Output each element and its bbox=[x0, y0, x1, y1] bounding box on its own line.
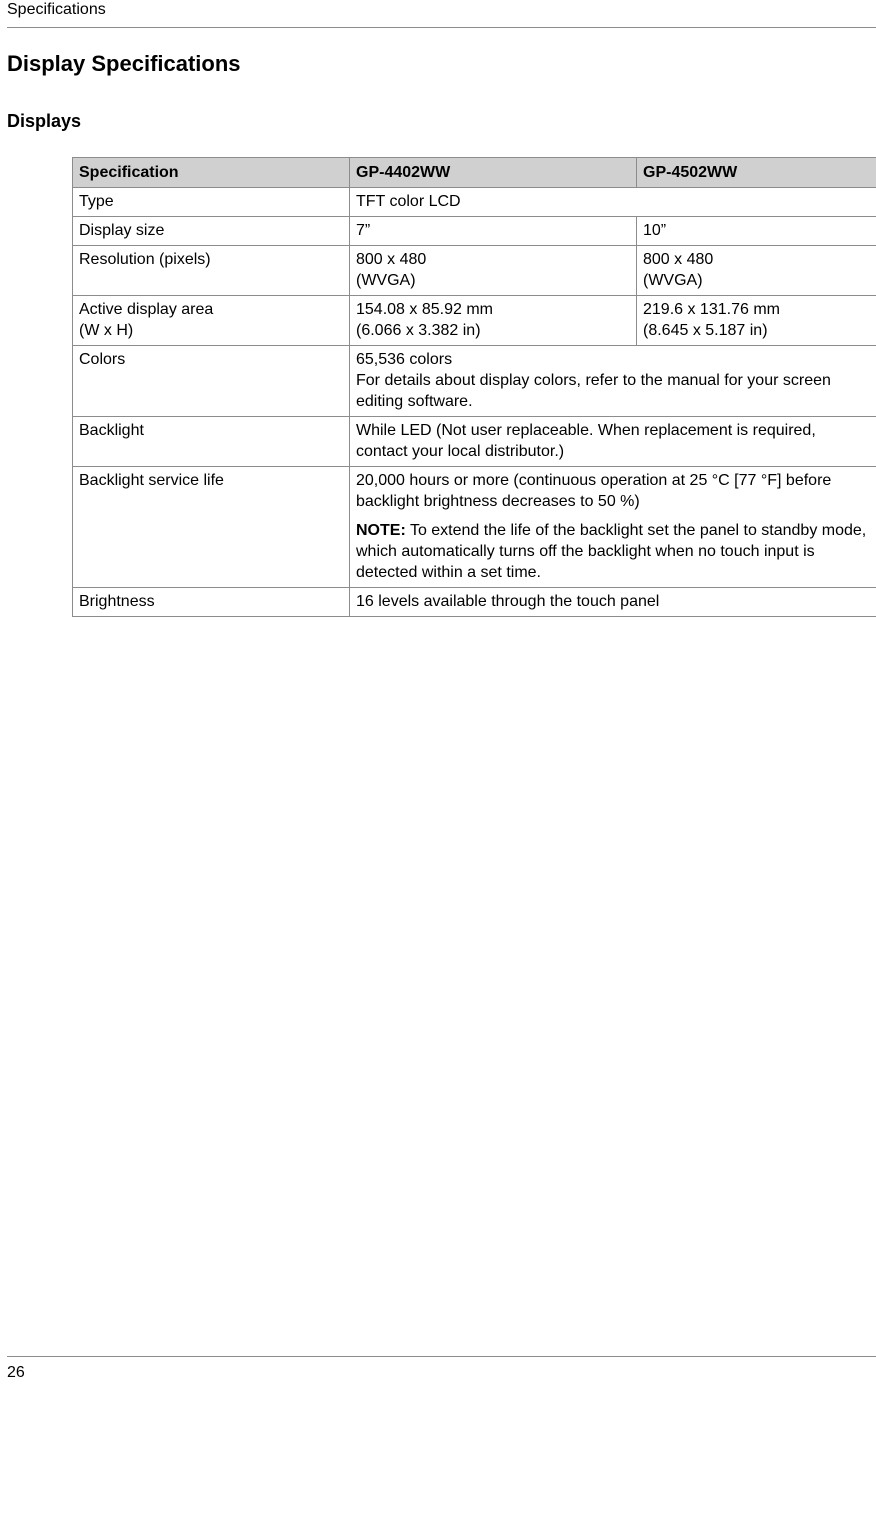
header-divider bbox=[7, 27, 876, 28]
page-number: 26 bbox=[7, 1364, 25, 1381]
row-label: Backlight bbox=[73, 417, 350, 467]
note bbox=[356, 520, 870, 583]
row-value bbox=[350, 346, 876, 417]
row-value: TFT color LCD bbox=[350, 188, 876, 217]
table-row-backlight-service-life bbox=[73, 467, 876, 588]
display-spec-table bbox=[72, 157, 876, 617]
table-row-resolution bbox=[73, 246, 876, 296]
gp-4402ww-value bbox=[350, 246, 637, 296]
note-text: To extend the life of the backlight set the panel to standby mode, which automatically turns off the backlight when no touch input is detected within a set time. bbox=[356, 522, 867, 581]
row-label bbox=[73, 296, 350, 346]
gp-4402ww-value: 7” bbox=[350, 217, 637, 246]
footer-divider bbox=[7, 1356, 876, 1357]
gp-4502ww-value: 10” bbox=[637, 217, 876, 246]
row-label: Backlight service life bbox=[73, 467, 350, 588]
value-line: 219.6 x 131.76 mm bbox=[643, 301, 780, 318]
row-label: Type bbox=[73, 188, 350, 217]
row-value bbox=[350, 467, 876, 588]
section-heading: Displays bbox=[7, 111, 82, 131]
table-row-active-display-area bbox=[73, 296, 876, 346]
value-line: (WVGA) bbox=[356, 272, 416, 289]
table-row-display-size bbox=[73, 217, 876, 246]
table-row-backlight bbox=[73, 417, 876, 467]
row-label: Brightness bbox=[73, 588, 350, 617]
gp-4502ww-value bbox=[637, 296, 876, 346]
label-line: Active display area bbox=[79, 301, 214, 318]
table-row-type bbox=[73, 188, 876, 217]
header-gp-4402ww: GP-4402WW bbox=[350, 158, 637, 188]
value-line: 20,000 hours or more (continuous operation at 25 °C [77 °F] before backlight brightness decreases to 50 %) bbox=[356, 472, 832, 510]
row-label: Colors bbox=[73, 346, 350, 417]
value-line: (WVGA) bbox=[643, 272, 703, 289]
row-label: Resolution (pixels) bbox=[73, 246, 350, 296]
note-label: NOTE: bbox=[356, 522, 406, 539]
row-label: Display size bbox=[73, 217, 350, 246]
value-line: 800 x 480 bbox=[356, 251, 427, 268]
header-gp-4502ww: GP-4502WW bbox=[637, 158, 876, 188]
value-line: 65,536 colors bbox=[356, 351, 453, 368]
value-line: (8.645 x 5.187 in) bbox=[643, 322, 768, 339]
value-line: 154.08 x 85.92 mm bbox=[356, 301, 493, 318]
table-row-brightness bbox=[73, 588, 876, 617]
table-header-row bbox=[73, 158, 876, 188]
running-header: Specifications bbox=[7, 1, 106, 18]
table-row-colors bbox=[73, 346, 876, 417]
gp-4502ww-value bbox=[637, 246, 876, 296]
row-value: While LED (Not user replaceable. When replacement is required, contact your local distributor.) bbox=[350, 417, 876, 467]
label-line: (W x H) bbox=[79, 322, 134, 339]
value-line: (6.066 x 3.382 in) bbox=[356, 322, 481, 339]
value-line: For details about display colors, refer to the manual for your screen editing software. bbox=[356, 372, 831, 410]
page-title: Display Specifications bbox=[7, 51, 241, 76]
gp-4402ww-value bbox=[350, 296, 637, 346]
value-line: 800 x 480 bbox=[643, 251, 714, 268]
row-value: 16 levels available through the touch panel bbox=[350, 588, 876, 617]
header-specification: Specification bbox=[73, 158, 350, 188]
